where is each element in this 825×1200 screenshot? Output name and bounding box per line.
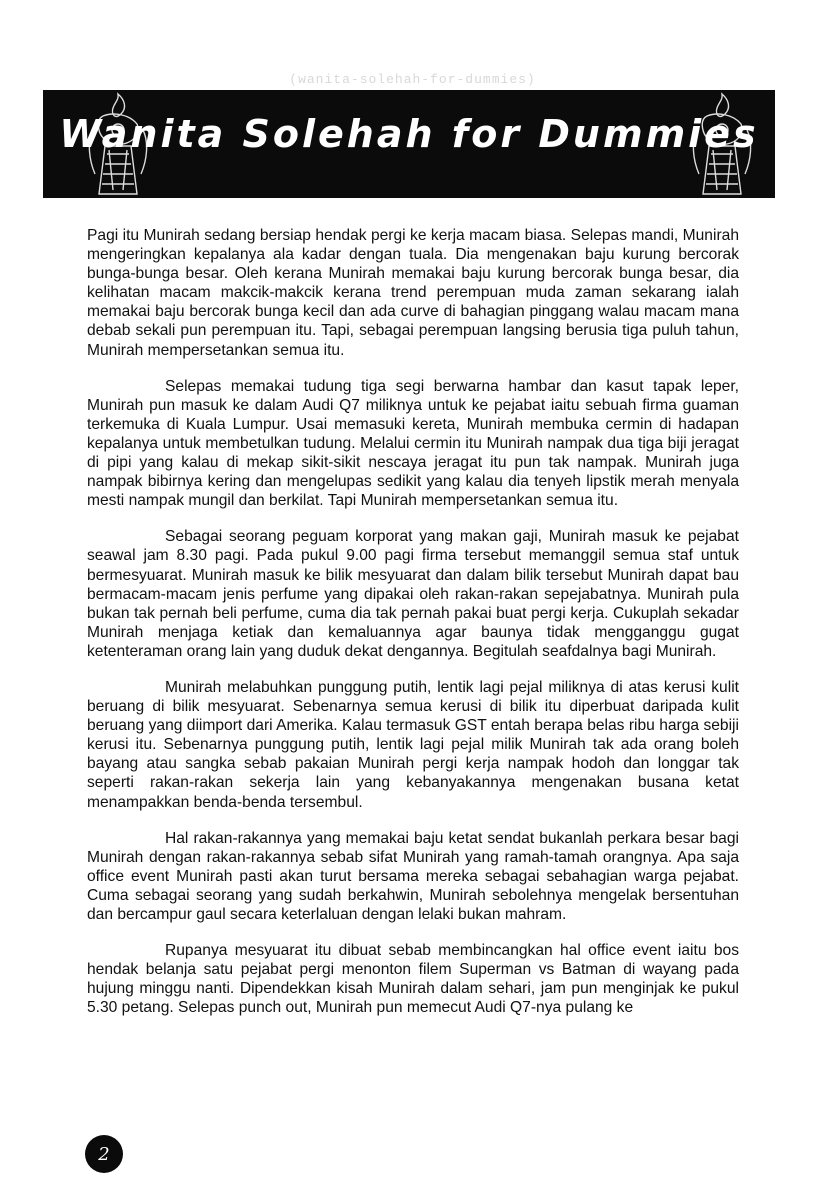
header-banner (43, 90, 775, 198)
paragraph: Munirah melabuhkan punggung putih, lentik lagi pejal miliknya di atas kerusi kulit beruang di bilik mesyuarat. Sebenarnya semua kerusi di bilik itu diperbuat daripada kulit beruang yang diimport dari Amerika. Kalau termasuk GST entah berapa belas ribu harga sebiji kerusi itu. Sebenarnya punggung putih, lentik lagi pejal milik Munirah tak ada orang boleh bayang atau sangka sebab pakaian Munirah pergi kerja nampak hodoh dan longgar tak seperti rakan-rakan sekerja lain yang kebanyakannya mengenakan busana ketat menampakkan benda-benda tersembul. (87, 678, 739, 811)
page-title: Wanita Solehah for Dummies (59, 112, 759, 156)
paragraph: Pagi itu Munirah sedang bersiap hendak pergi ke kerja macam biasa. Selepas mandi, Munirah mengeringkan kepalanya ala kadar dengan tuala. Dia mengenakan baju kurung bercorak bunga-bunga besar. Oleh kerana Munirah memakai baju kurung bercorak bunga besar, dia kelihatan macam makcik-makcik kerana trend perempuan muda zaman sekarang ialah memakai baju bercorak bunga kecil dan ada curve di bahagian pinggang walau macam mana debab sekali pun perempuan itu. Tapi, sebagai perempuan langsing berusia tiga puluh tahun, Munirah mempersetankan semua itu. (87, 227, 739, 359)
paragraph: Hal rakan-rakannya yang memakai baju ketat sendat bukanlah perkara besar bagi Munirah dengan rakan-rakannya sebab sifat Munirah yang ramah-tamah orangnya. Apa saja office event Munirah pasti akan turut bersama mereka sebagai sebahagian warga pejabat. Cuma sebagai seorang yang sudah berkahwin, Munirah sebolehnya mengelak bersentuhan dan bercampur gaul secara keterlaluan dengan lelaki bukan mahram. (87, 829, 739, 923)
page-subtitle: (wanita-solehah-for-dummies) (289, 72, 536, 87)
paragraph: Rupanya mesyuarat itu dibuat sebab membincangkan hal office event iaitu bos hendak belanja satu pejabat pergi menonton filem Superman vs Batman di wayang pada hujung minggu nanti. Dipendekkan kisah Munirah dalam sehari, jam pun menginjak ke pukul 5.30 petang. Selepas punch out, Munirah pun memecut Audi Q7-nya pulang ke (87, 942, 739, 1017)
paragraph: Selepas memakai tudung tiga segi berwarna hambar dan kasut tapak leper, Munirah pun masuk ke dalam Audi Q7 miliknya untuk ke pejabat iaitu sebuah firma guaman terkemuka di Kuala Lumpur. Usai memasuki kereta, Munirah membuka cermin di hadapan kepalanya untuk membetulkan tudung. Melalui cermin itu Munirah nampak dua tiga biji jeragat di pipi yang kalau di mekap sikit-sikit nescaya jeragat itu pun tak nampak. Munirah juga nampak bibirnya kering dan mengelupas sedikit yang kalau dia tenyeh lipstik merah menyala mesti nampak mungil dan berkilat. Tapi Munirah mempersetankan semua itu. (87, 377, 739, 510)
page-number-badge: 2 (85, 1135, 123, 1173)
paragraph: Sebagai seorang peguam korporat yang makan gaji, Munirah masuk ke pejabat seawal jam 8.30 pagi. Pada pukul 9.00 pagi firma tersebut memanggil semua staf untuk bermesyuarat. Munirah masuk ke bilik mesyuarat dan dalam bilik tersebut Munirah dapat bau bermacam-macam jenis perfume yang dipakai oleh rakan-rakan sepejabatnya. Munirah pula bukan tak pernah beli perfume, cuma dia tak pernah pakai buat pergi kerja. Cukuplah sekadar Munirah menjaga ketiak dan kemaluannya agar baunya tidak mengganggu gugat ketenteraman orang lain yang duduk dekat dengannya. Begitulah seafdalnya bagi Munirah. (87, 528, 739, 660)
story-body (87, 226, 739, 1034)
